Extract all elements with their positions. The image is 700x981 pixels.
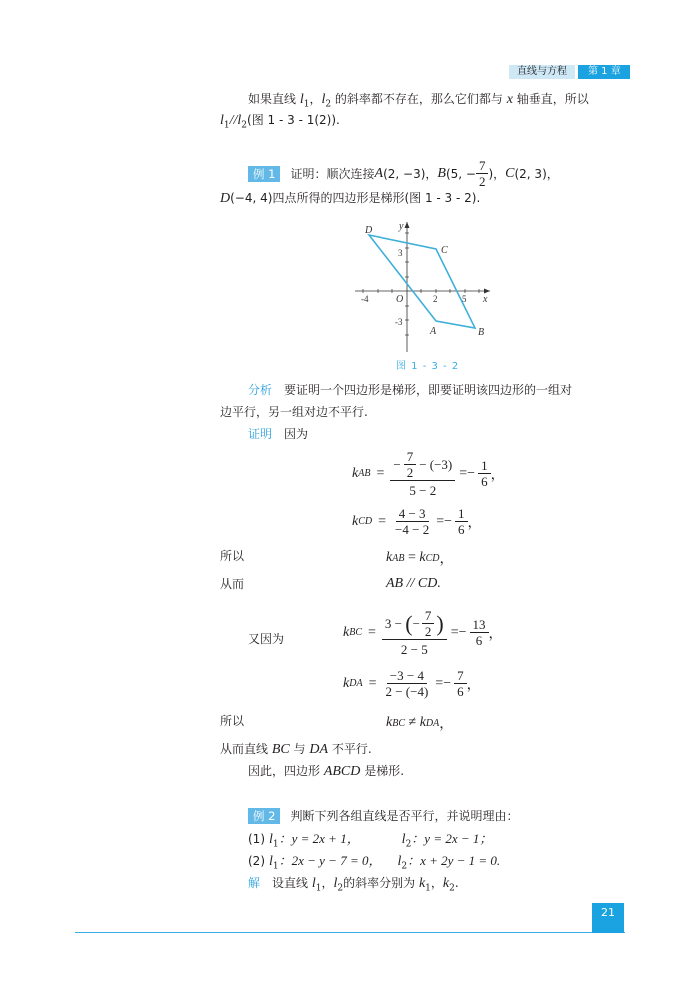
equation-kda: k DA = $\frac{-3 - 4}{2 - (-4)}$ =− $\frac{7}{6}$ ，: [343, 668, 481, 699]
fraction: $\frac{7}{6}$: [454, 668, 467, 699]
proof-header: 证明 因为: [248, 427, 309, 441]
y-axis-label: y: [399, 221, 404, 232]
analysis-label: 分析: [248, 383, 273, 397]
section-title: 直线与方程: [509, 65, 575, 79]
example2-item-1: (1) $l_1$：y = 2x + 1， $l_2$：y = 2x − 1；: [248, 831, 493, 850]
so-label-2: 所以: [220, 714, 245, 728]
example1-line-1: 例 1 证明：顺次连接 A (2, −3)， B (5, − $\frac{7}{2}$ )， C (2, 3)，: [248, 158, 559, 189]
point-label-d: D: [365, 225, 373, 236]
chapter-label: 第 1 章: [578, 65, 630, 79]
thus-line-2: 从而直线 BC 与 DA 不平行.: [220, 742, 372, 757]
equation-kcd: k CD = $\frac{4 - 3}{-4 - 2}$ =− $\frac{1}{6}$ ，: [352, 506, 482, 537]
intro-line-2: $l_1//l_2$(图 1 - 3 - 1(2)).: [220, 113, 340, 131]
origin-label: O: [396, 294, 404, 305]
example2-prompt: 例 2 判断下列各组直线是否平行，并说明理由：: [248, 807, 519, 825]
point-label-a: A: [430, 326, 437, 337]
analysis-line-2: 边平行，另一组对边不平行.: [220, 405, 368, 419]
fraction: − $\frac{7}{2}$ − (−3) 5 − 2: [390, 449, 455, 498]
trapezoid-abcd: [369, 235, 475, 328]
x-tick-label: 2: [433, 294, 438, 304]
fraction: $\frac{1}{6}$: [478, 458, 491, 489]
x-axis-label: x: [483, 294, 488, 305]
x-tick-label: -4: [361, 294, 369, 304]
fraction: 3 − ( − $\frac{7}{2}$ ) 2 − 5: [382, 608, 447, 657]
example2-item-2: (2) $l_1$：2x − y − 7 = 0， $l_2$：x + 2y − 1 = 0.: [248, 853, 501, 872]
point-label-c: C: [441, 245, 448, 256]
y-tick-label: 3: [398, 248, 403, 258]
fraction: $\frac{13}{6}$: [470, 617, 489, 648]
thus-label-1: 从而: [220, 577, 245, 591]
figure-caption: 图 1 - 3 - 2: [396, 361, 460, 372]
page-number: 21: [592, 903, 624, 933]
running-header: [509, 65, 630, 79]
x-tick-label: 5: [462, 294, 467, 304]
fraction: $\frac{-3 - 4}{2 - (-4)}$: [385, 668, 429, 699]
y-tick-label: -3: [395, 317, 403, 327]
equation-kbc-neq-kda: k BC ≠ k DA ，: [386, 715, 454, 732]
footer-rule: [75, 932, 625, 933]
fraction: $\frac{1}{6}$: [455, 506, 468, 537]
x-axis-arrow-icon: [484, 289, 490, 294]
example1-line-2: D(−4, 4)四点所得的四边形是梯形(图 1 - 3 - 2).: [220, 191, 481, 206]
analysis-line-1: 分析 要证明一个四边形是梯形，即要证明该四边形的一组对: [248, 383, 573, 397]
intro-line-1: 如果直线 $l_1$，$l_2$ 的斜率都不存在，那么它们都与 x 轴垂直，所以: [248, 92, 589, 110]
fraction: $\frac{7}{2}$: [476, 158, 489, 189]
equation-kab-eq-kcd: k AB = k CD ，: [386, 550, 454, 567]
example2-tag: 例 2: [248, 808, 280, 824]
so-label-1: 所以: [220, 549, 245, 563]
example1-tag: 例 1: [248, 166, 280, 182]
example2-solution: 解 设直线 $l_1$，$l_2$的斜率分别为 $k_1$，$k_2$.: [248, 876, 459, 894]
point-label-b: B: [478, 327, 485, 338]
therefore-line: 因此，四边形 ABCD 是梯形.: [248, 764, 405, 779]
solution-label: 解: [248, 876, 261, 890]
trapezoid-figure: [350, 218, 500, 356]
equation-kab: k AB = − $\frac{7}{2}$ − (−3) 5 − 2 =− $\frac{1}{6}$ ，: [352, 449, 505, 498]
fraction: $\frac{4 - 3}{-4 - 2}$: [395, 506, 430, 537]
also-because-label: 又因为: [248, 632, 285, 646]
proof-label: 证明: [248, 427, 273, 441]
ab-parallel-cd: AB // CD.: [386, 576, 441, 591]
y-axis-arrow-icon: [405, 222, 410, 228]
equation-kbc: k BC = 3 − ( − $\frac{7}{2}$ ) 2 − 5 =− $\frac{13}{6}$ ，: [343, 608, 503, 657]
